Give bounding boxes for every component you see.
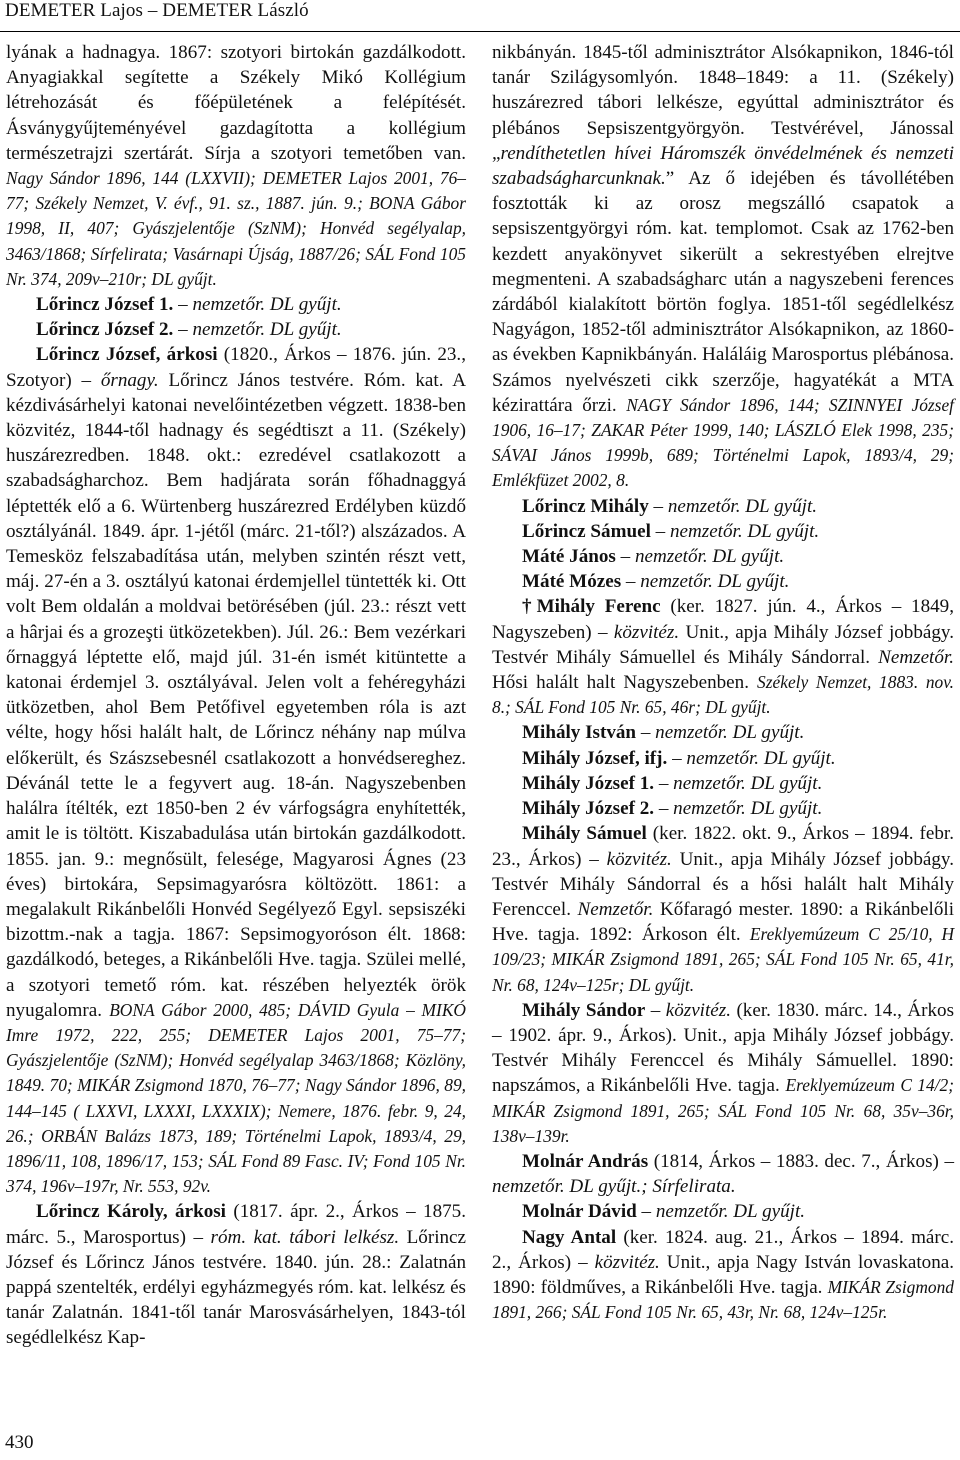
entry-name: Mihály József 1.	[522, 772, 655, 794]
entry-text: –	[173, 319, 193, 341]
entry-text: Unit., apja Mihály József jobbágy. Testvér Mihály Sámuellel és Mihály Sándorral.	[492, 621, 954, 668]
entry-italic-text: nemzetőr. DL gyűjt.	[192, 319, 342, 341]
entry-paragraph	[6, 1199, 466, 1350]
entry-paragraph	[6, 292, 466, 317]
entry-name: Lőrincz József 2.	[36, 319, 174, 341]
entry-name: Mihály Sándor	[522, 999, 646, 1021]
entry-name: Lőrincz Sámuel	[522, 520, 651, 542]
entry-reference: Nagy Sándor 1896, 144 (LXXVII); DEMETER Lajos 2001, 76–77; Székely Nemzet, V. évf., 91. sz., 1887. jún. 9.; BONA Gábor 1998, II, 407; Gyászjelentője (SzNM); Honvéd segélyalap, 3463/1868; Sírfelirata; Vasárnapi Újság, 1887/26; SÁL Fond 105 Nr. 374, 209v–210r; DL gyűjt.	[6, 168, 466, 289]
entry-reference: NAGY Sándor 1896, 144; SZINNYEI József 1906, 16–17; ZAKAR Péter 1999, 140; LÁSZLÓ Elek 1998, 235; SÁVAI János 1999b, 689; Történelmi Lapok, 1893/4, 29; Emlékfüzet 2002, 8.	[492, 394, 955, 491]
entry-text: ” Az ő idejében és távollétében fosztották ki az orosz megszálló csapatok a sepsiszentgyörgyi róm. kat. templomot. Csak az 1762-ben kezdett anyakönyvet sikerült a sekrestyében elrejtve megmenteni. A szabadságharc után a nagyszebeni ferences zárdából kialakított börtön foglya. 1851-től segédlelkész Nagyágon, 1852-től adminisztrátor Alsókapnikon, az 1860-as években Kapnikbányán. Haláláig Marosportus plébánosa. Számos nyelvészeti cikk szerzője, hagyatékát a MTA kézirattára őrzi.	[492, 168, 954, 416]
entry-name: Máté Mózes	[522, 571, 622, 593]
entry-name: Máté János	[522, 546, 616, 568]
entry-text: Unit., apja Mihály József jobbágy. Testvér Mihály Sándorral és a hősi halált halt Mihály Ferenccel.	[492, 848, 954, 920]
entry-text: (1817. ápr. 2., Árkos – 1875. márc. 5., Marosportus) –	[6, 1201, 466, 1248]
entry-text: (ker. 1824. aug. 21., Árkos – 1894. márc. 2., Árkos) –	[492, 1226, 954, 1273]
entry-italic-text: nemzetőr. DL gyűjt.	[669, 520, 820, 542]
entry-italic-text: Nemzetőr.	[577, 898, 654, 920]
entry-italic-text: őrnagy.	[100, 369, 159, 391]
entry-paragraph	[492, 821, 954, 997]
entry-text: –	[615, 546, 635, 568]
entry-italic-text: nemzetőr. DL gyűjt.	[655, 1201, 806, 1223]
entry-text: Lőrincz József és Lőrincz János testvére. 1840. jún. 28.: Zalatnán pappá szentelték, erdélyi egyházmegyés róm. kat. lelkész és tanár Zalatnán. 1841-től tanár Marosvásárhelyen, 1843-tól segédlelkész Kap-	[6, 1226, 466, 1349]
entry-name: Lőrincz Mihály	[522, 495, 649, 517]
entry-paragraph	[492, 494, 954, 519]
entry-name: Molnár András	[522, 1150, 649, 1172]
entry-paragraph	[492, 796, 954, 821]
header-rule	[0, 31, 960, 32]
left-column	[6, 40, 466, 1351]
running-header: DEMETER Lajos – DEMETER László	[5, 0, 309, 21]
entry-text: –	[645, 999, 666, 1021]
entry-text: Lőrincz János testvére. Róm. kat. A kézdivásárhelyi katonai nevelőintézetben végzett. 1838-ben közvitéz, 1844-től hadnagy és segédtiszt a 11. (Székely) huszárezredben. 1848. okt.: ezredével csatlakozott a szabadságharchoz. Bem hadjárata során főhadnaggyá léptették elő a 6. Würtenberg huszárezred Erdélyben küzdő osztályánál. 1849. ápr. 1-jétől (márc. 21-től?) alszázados. A Temesköz felszabadítása után, melyben szintén részt vett, máj. 27-én a 3. osztályú katonai érdemjellel tüntették ki. Ott volt Bem oldalán a moldvai betörésében (júl. 23.: részt vett a hârjai és a grozeşti ütközetekben). Júl. 26.: Bem vezérkari őrnaggyá léptette elő, majd júl. 31-én ismét kitüntette a katonai érdemjel 3. osztályával. Jelen volt a fehéregyházi ütközetben, ahol Bem Petőfivel egyetemben róla is azt vélte, hogy hősi halált halt, de Lőrincz néhány nap múlva előkerült, és Szászsebesnél csatlakozott a honvédsereghez. Dévánál tette le a fegyvert aug. 18-án. Nagyszebenben halálra ítélték, ezt 1850-ben 2 év várfogságra enyhítették, amit le is töltött. Kiszabadulása után birtokán gazdálkodott. 1855. jan. 9.: megnősült, felesége, Magyarosi Ágnes (23 éves) birtokára, Sepsimagyarósra költözött. 1861: a megalakult Rikánbelőli Honvéd Segélyező Egyl. sepsiszéki bizottm.-nak a tagja. 1867: Sepsimogyoróson élt. 1868: gazdálkodó, beteges, a Rikánbelőli Hve. tagja. Szülei mellé, a szotyori temető róm. kat. részében helyezték örök nyugalomra.	[6, 369, 466, 1021]
entry-name: Molnár Dávid	[522, 1201, 637, 1223]
entry-name: Lőrincz József, árkosi	[36, 344, 218, 366]
entry-italic-text: nemzetőr. DL gyűjt.	[686, 747, 836, 769]
entry-italic-text: nemzetőr. DL gyűjt.	[667, 495, 818, 517]
entry-italic-text: közvitéz.	[606, 848, 672, 870]
entry-italic-text: nemzetőr. DL gyűjt.	[192, 294, 342, 316]
entry-text: Hősi halált halt Nagyszebenben.	[492, 672, 758, 694]
entry-italic-text: Nemzetőr.	[878, 646, 954, 668]
entry-text: (1814, Árkos – 1883. dec. 7., Árkos) –	[648, 1150, 954, 1172]
entry-text: –	[173, 294, 193, 316]
entry-text: lyának a hadnagya. 1867: szotyori birtokán gazdálkodott. Anyagiakkal segítette a Székely Mikó Kollégium létrehozását és főépületének a felépítését. Ásványgyűjteményével gazdagította a kollégium természetrajzi szertárát. Sírja a szotyori temetőben van.	[6, 42, 466, 164]
entry-reference: Ereklyemúzeum C 25/10, H 109/23; MIKÁR Zsigmond 1891, 265; SÁL Fond 105 Nr. 65, 41r, Nr. 68, 124v–125r; DL gyűjt.	[492, 924, 955, 995]
entry-text: Unit., apja Nagy István lovaskatona. 1890: földműves, a Rikánbelőli Hve. tagja.	[492, 1251, 954, 1298]
entry-paragraph	[492, 720, 954, 745]
entry-text: –	[636, 722, 656, 744]
entry-italic-text: közvitéz.	[594, 1251, 660, 1273]
entry-italic-text: közvitéz.	[613, 621, 680, 643]
entry-text: –	[667, 747, 687, 769]
entry-italic-text: nemzetőr. DL gyűjt.	[673, 798, 823, 820]
entry-paragraph	[492, 544, 954, 569]
entry-text: –	[648, 495, 668, 517]
entry-reference: MIKÁR Zsigmond 1891, 266; SÁL Fond 105 Nr. 65, 43r, Nr. 68, 124v–125r.	[492, 1276, 954, 1323]
entry-name: Mihály Ferenc	[536, 596, 661, 618]
entry-paragraph	[6, 342, 466, 1199]
entry-paragraph	[492, 40, 954, 494]
entry-paragraph	[492, 998, 954, 1149]
death-cross-symbol: †	[522, 596, 537, 618]
entry-text: –	[650, 520, 670, 542]
entry-paragraph	[6, 317, 466, 342]
entry-italic-text: nemzetőr. DL gyűjt.	[634, 546, 785, 568]
entry-text: (ker. 1822. okt. 9., Árkos – 1894. febr. 23., Árkos) –	[492, 823, 955, 870]
entry-italic-text: nemzetőr. DL gyűjt.	[655, 722, 805, 744]
entry-reference: BONA Gábor 2000, 485; DÁVID Gyula – MIKÓ Imre 1972, 222, 255; DEMETER Lajos 2001, 75–77; Gyászjelentője (SzNM); Honvéd segélyalap 3463/1868; Közlöny, 1849. 70; MIKÁR Zsigmond 1870, 76–77; Nagy Sándor 1896, 89, 144–145 ( LXXVI, LXXXI, LXXXIX); Nemere, 1876. febr. 9, 24, 26.; ORBÁN Balázs 1873, 189; Történelmi Lapok, 1893/4, 29, 1896/11, 108, 1896/17, 153; SÁL Fond 89 Fasc. IV; Fond 105 Nr. 374, 196v–197r, Nr. 553, 92v.	[6, 999, 466, 1197]
entry-paragraph	[6, 40, 466, 292]
entry-italic-text: nemzetőr. DL gyűjt.; Sírfelirata.	[492, 1176, 736, 1198]
entry-paragraph	[492, 771, 954, 796]
entry-text: Kőfaragó mester. 1890: a Rikánbelőli Hve. tagja. 1892: Árkoson élt.	[492, 898, 954, 946]
entry-paragraph	[492, 519, 954, 544]
entry-name: Mihály István	[522, 722, 637, 744]
entry-text: –	[654, 798, 674, 820]
entry-paragraph	[492, 594, 954, 720]
entry-paragraph	[492, 1149, 954, 1199]
right-column	[492, 40, 954, 1325]
entry-italic-text: közvitéz.	[665, 999, 731, 1021]
entry-text: (1820., Árkos – 1876. jún. 23., Szotyor) –	[6, 344, 466, 391]
entry-reference: Székely Nemzet, 1883. nov. 8.; SÁL Fond 105 Nr. 65, 46r; DL gyűjt.	[492, 672, 954, 718]
entry-italic-text: róm. kat. tábori lelkész.	[210, 1226, 400, 1248]
entry-paragraph	[492, 746, 954, 771]
entry-name: Nagy Antal	[522, 1226, 617, 1248]
entry-paragraph	[492, 569, 954, 594]
entry-reference: Ereklyemúzeum C 14/2; MIKÁR Zsigmond 1891, 265; SÁL Fond 105 Nr. 68, 35v–36r, 138v–139r.	[492, 1075, 954, 1146]
entry-paragraph	[492, 1225, 954, 1326]
entry-text: nikbányán. 1845-től adminisztrátor Alsókapnikon, 1846-tól tanár Szilágysomlyón. 1848–1849: a 11. (Székely) huszárezred tábori lelkésze, egyúttal adminisztrátor és plébános Sepsiszentgyörgyön. Testvérével, Jánossal „	[492, 42, 954, 164]
entry-text: (ker. 1827. jún. 4., Árkos – 1849, Nagyszeben) –	[492, 596, 954, 643]
entry-italic-text: rendíthetetlen hívei Háromszék önvédelmének és nemzeti szabadságharcunknak.	[492, 142, 954, 190]
entry-text: –	[654, 772, 674, 794]
entry-text: (ker. 1830. márc. 14., Árkos – 1902. ápr. 9., Árkos). Unit., apja Mihály József jobbágy. Testvér Mihály Ferenccel és Mihály Sámuellel. 1890: napszámos, a Rikánbelőli Hve. tagja.	[492, 999, 955, 1097]
entry-name: Lőrincz Károly, árkosi	[36, 1201, 226, 1223]
entry-name: Mihály Sámuel	[522, 823, 647, 845]
entry-name: Mihály József, ifj.	[522, 747, 668, 769]
entry-text: –	[621, 571, 641, 593]
entry-name: Mihály József 2.	[522, 798, 655, 820]
page-number: 430	[5, 1432, 34, 1453]
entry-italic-text: nemzetőr. DL gyűjt.	[673, 772, 823, 794]
entry-name: Lőrincz József 1.	[36, 294, 174, 316]
entry-italic-text: nemzetőr. DL gyűjt.	[640, 571, 790, 593]
entry-text: –	[636, 1201, 656, 1223]
entry-paragraph	[492, 1199, 954, 1224]
